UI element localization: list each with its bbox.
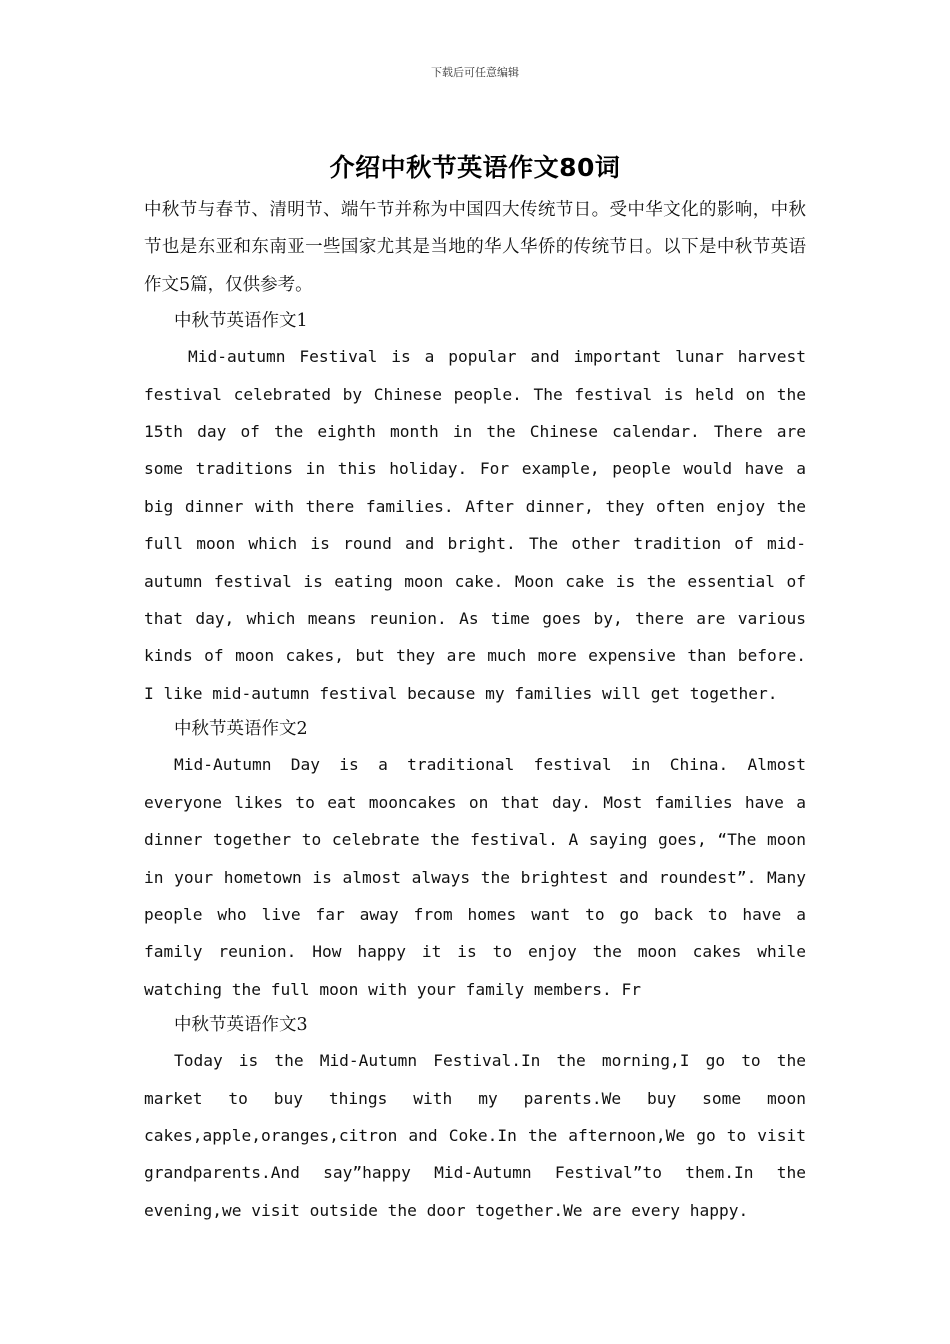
essay-heading-2: 中秋节英语作文2 <box>174 719 308 740</box>
document-title: 介绍中秋节英语作文80词 <box>329 153 621 182</box>
intro-paragraph: 中秋节与春节、清明节、端午节并称为中国四大传统节日。受中华文化的影响，中秋节也是东亚和东南亚一些国家尤其是当地的华人华侨的传统节日。以下是中秋节英语作文5篇，仅供参考。 <box>144 200 806 295</box>
essay-heading-1: 中秋节英语作文1 <box>174 311 308 332</box>
essay-text-2: Mid-Autumn Day is a traditional festival in China. Almost everyone likes to eat mooncakes on that day. Most families have a dinner together to celebrate the festival. A saying goes, “The moon in your hometown is almost always the brightest and roundest”. Many people who live far away from homes want to go back to have a family reunion. How happy it is to enjoy the moon cakes while watching the full moon with your family members. Fr <box>144 755 806 999</box>
header-note: 下载后可任意编辑 <box>431 66 519 79</box>
essay-heading-3: 中秋节英语作文3 <box>174 1015 308 1036</box>
essay-text-3: Today is the Mid-Autumn Festival.In the morning,I go to the market to buy things with my parents.We buy some moon cakes,apple,oranges,citron and Coke.In the afternoon,We go to visit grandparents.And say”happy Mid-Autumn Festival”to them.In the evening,we visit outside the door together.We are every happy. <box>144 1051 806 1220</box>
essay-text-1: Mid-autumn Festival is a popular and important lunar harvest festival celebrated by Chinese people. The festival is held on the 15th day of the eighth month in the Chinese calendar. There are some traditions in this holiday. For example, people would have a big dinner with there families. After dinner, they often enjoy the full moon which is round and bright. The other tradition of mid-autumn festival is eating moon cake. Moon cake is the essential of that day, which means reunion. As time goes by, there are various kinds of moon cakes, but they are much more expensive than before. I like mid-autumn festival because my families will get together. <box>144 347 806 703</box>
document-body <box>144 192 806 1229</box>
